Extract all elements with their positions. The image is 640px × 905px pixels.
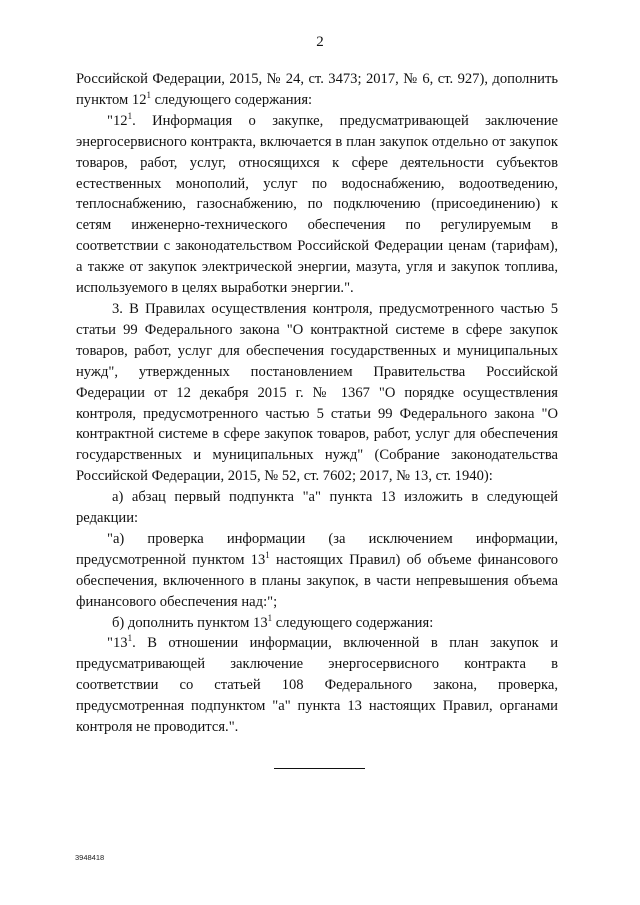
- paragraph-item-3: 3. В Правилах осуществления контроля, предусмотренного частью 5 статьи 99 Федерального закона "О контрактной системе в сфере закупок товаров, работ, услуг для обеспечения государственных и муниципальных нужд", утвержденных постановлением Правительства Российской Федерации от 12 декабря 2015 г. № 1367 "О порядке осуществления контроля, предусмотренного частью 5 статьи 99 Федерального закона "О контрактной системе в сфере закупок товаров, работ, услуг для обеспечения государственных и муниципальных нужд" (Собрание законодательства Российской Федерации, 2015, № 52, ст. 7602; 2017, № 13, ст. 1940):: [76, 300, 558, 485]
- paragraph-clause-12-1: "$12^1$. Информация о закупке, предусматривающей заключение энергосервисного контракта, включается в план закупок отдельно от закупок товаров, работ, услуг, относящихся к сфере деятельности субъектов естественных монополий, услуг по водоснабжению, водоотведению, теплоснабжению, газоснабжению, по подключению (присоединению) к сетям инженерно-технического обеспечения по регулируемым в соответствии с законодательством Российской Федерации ценам (тарифам), а также от закупок электрической энергии, мазута, угля и закупок топлива, используемого в целях выработки энергии.".: [76, 110, 558, 297]
- superscript: 1: [146, 89, 151, 100]
- paragraph-quote-a: "а) проверка информации (за исключением информации, предусмотренной пунктом $13^1$ настоящих Правил) об объеме финансового обеспечения, включенного в планы закупок, в части непревышения объема финансового обеспечения над:";: [76, 530, 559, 610]
- paragraph-subitem-a: а) абзац первый подпункта "а" пункта 13 изложить в следующей редакции:: [76, 489, 558, 527]
- superscript: 1: [267, 612, 273, 623]
- document-code: 3948418: [75, 853, 105, 862]
- paragraph-subitem-b: б) дополнить пунктом $13^1$ следующего содержания:: [112, 612, 434, 631]
- end-separator-line: [274, 768, 365, 769]
- superscript: 1: [265, 549, 270, 560]
- page-number: 2: [316, 34, 324, 50]
- paragraph-clause-13-1: "$13^1$. В отношении информации, включенной в план закупок и предусматривающей заключение энергосервисного контракта в соответствии со статьей 108 Федерального закона, проверка, предусмотренная подпунктом "а" пункта 13 настоящих Правил, органами контроля не проводится.".: [76, 633, 558, 736]
- superscript: 1: [127, 633, 133, 644]
- superscript: 1: [127, 110, 133, 121]
- paragraph-continuation: Российской Федерации, 2015, № 24, ст. 3473; 2017, № 6, ст. 927), дополнить пунктом $12^1$ следующего содержания:: [76, 71, 558, 108]
- document-body: [76, 69, 558, 738]
